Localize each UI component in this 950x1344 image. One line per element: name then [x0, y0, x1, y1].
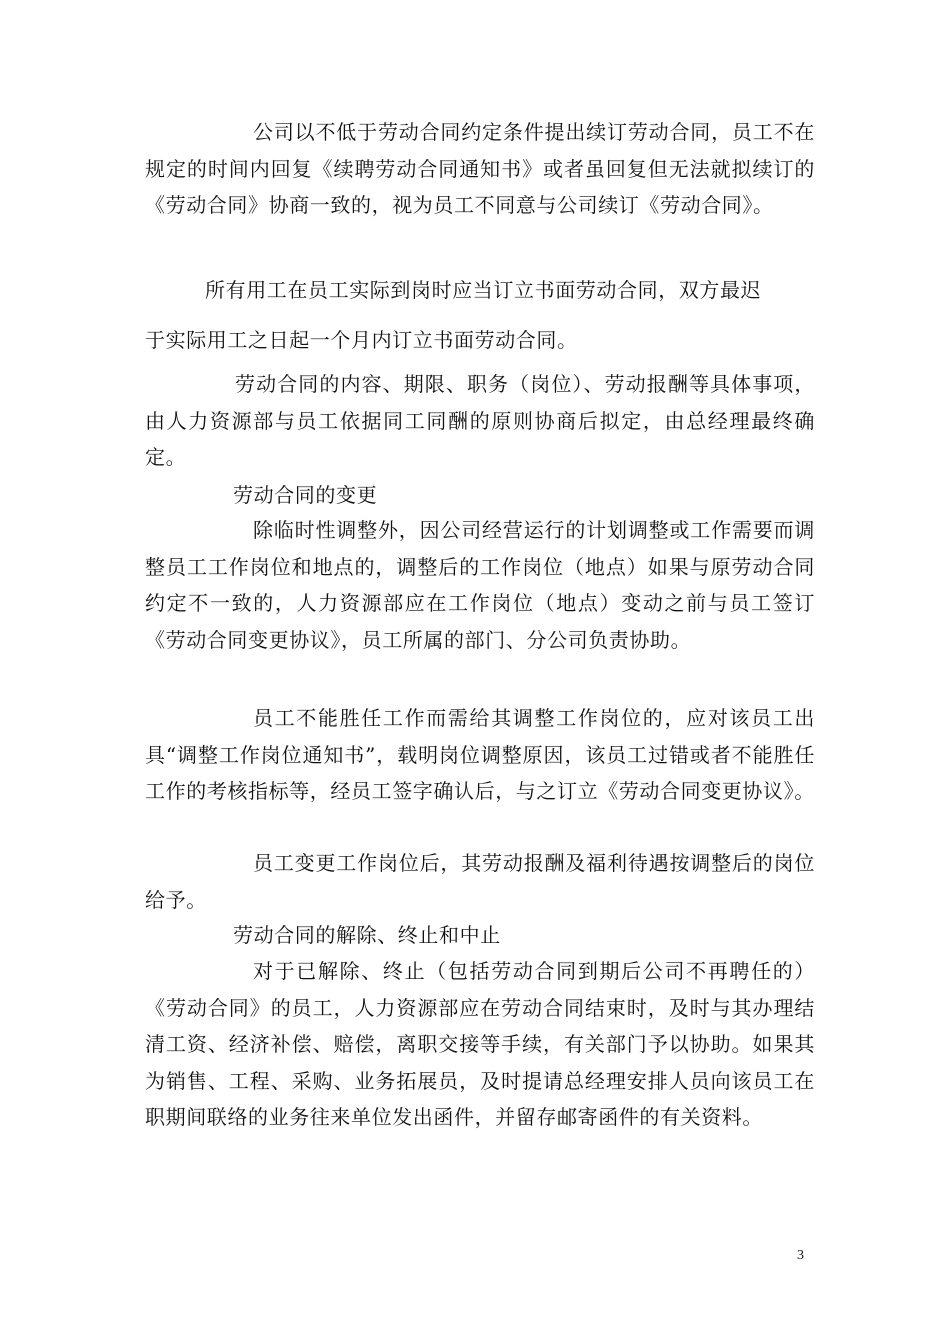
paragraph-termination-procedures: 对于已解除、终止（包括劳动合同到期后公司不再聘任的）《劳动合同》的员工，人力资源部应在劳动合同结束时，及时与其办理结清工资、经济补偿、赔偿，离职交接等手续，有关部门予以协助。如果其为销售、工程、采购、业务拓展员，及时提请总经理安排人员向该员工在职期间联络的业务往来单位发出函件，并留存邮寄函件的有关资料。 [145, 959, 815, 1129]
paragraph-position-adjustment: 除临时性调整外，因公司经营运行的计划调整或工作需要而调整员工工作岗位和地点的，调整后的工作岗位（地点）如果与原劳动合同约定不一致的，人力资源部应在工作岗位（地点）变动之前与员工签订《劳动合同变更协议》，员工所属的部门、分公司负责协助。 [145, 518, 815, 652]
heading-contract-termination: 劳动合同的解除、终止和中止 [233, 923, 501, 947]
page-number: 3 [797, 1248, 804, 1263]
paragraph-written-contract-line1: 所有用工在员工实际到岗时应当订立书面劳动合同，双方最迟 [205, 278, 762, 302]
paragraph-contract-content: 劳动合同的内容、期限、职务（岗位）、劳动报酬等具体事项，由人力资源部与员工依据同工同酬的原则协商后拟定，由总经理最终确定。 [145, 372, 815, 469]
paragraph-contract-renewal: 公司以不低于劳动合同约定条件提出续订劳动合同，员工不在规定的时间内回复《续聘劳动合同通知书》或者虽回复但无法就拟续订的《劳动合同》协商一致的，视为员工不同意与公司续订《劳动合同》。 [145, 120, 815, 217]
paragraph-post-change-pay: 员工变更工作岗位后，其劳动报酬及福利待遇按调整后的岗位给予。 [145, 851, 815, 912]
paragraph-written-contract-line2: 于实际用工之日起一个月内订立书面劳动合同。 [145, 328, 578, 352]
paragraph-incompetence-adjustment: 员工不能胜任工作而需给其调整工作岗位的，应对该员工出具“调整工作岗位通知书”，载明岗位调整原因，该员工过错或者不能胜任工作的考核指标等，经员工签字确认后，与之订立《劳动合同变更协议》。 [145, 706, 815, 803]
heading-contract-change: 劳动合同的变更 [233, 483, 378, 507]
